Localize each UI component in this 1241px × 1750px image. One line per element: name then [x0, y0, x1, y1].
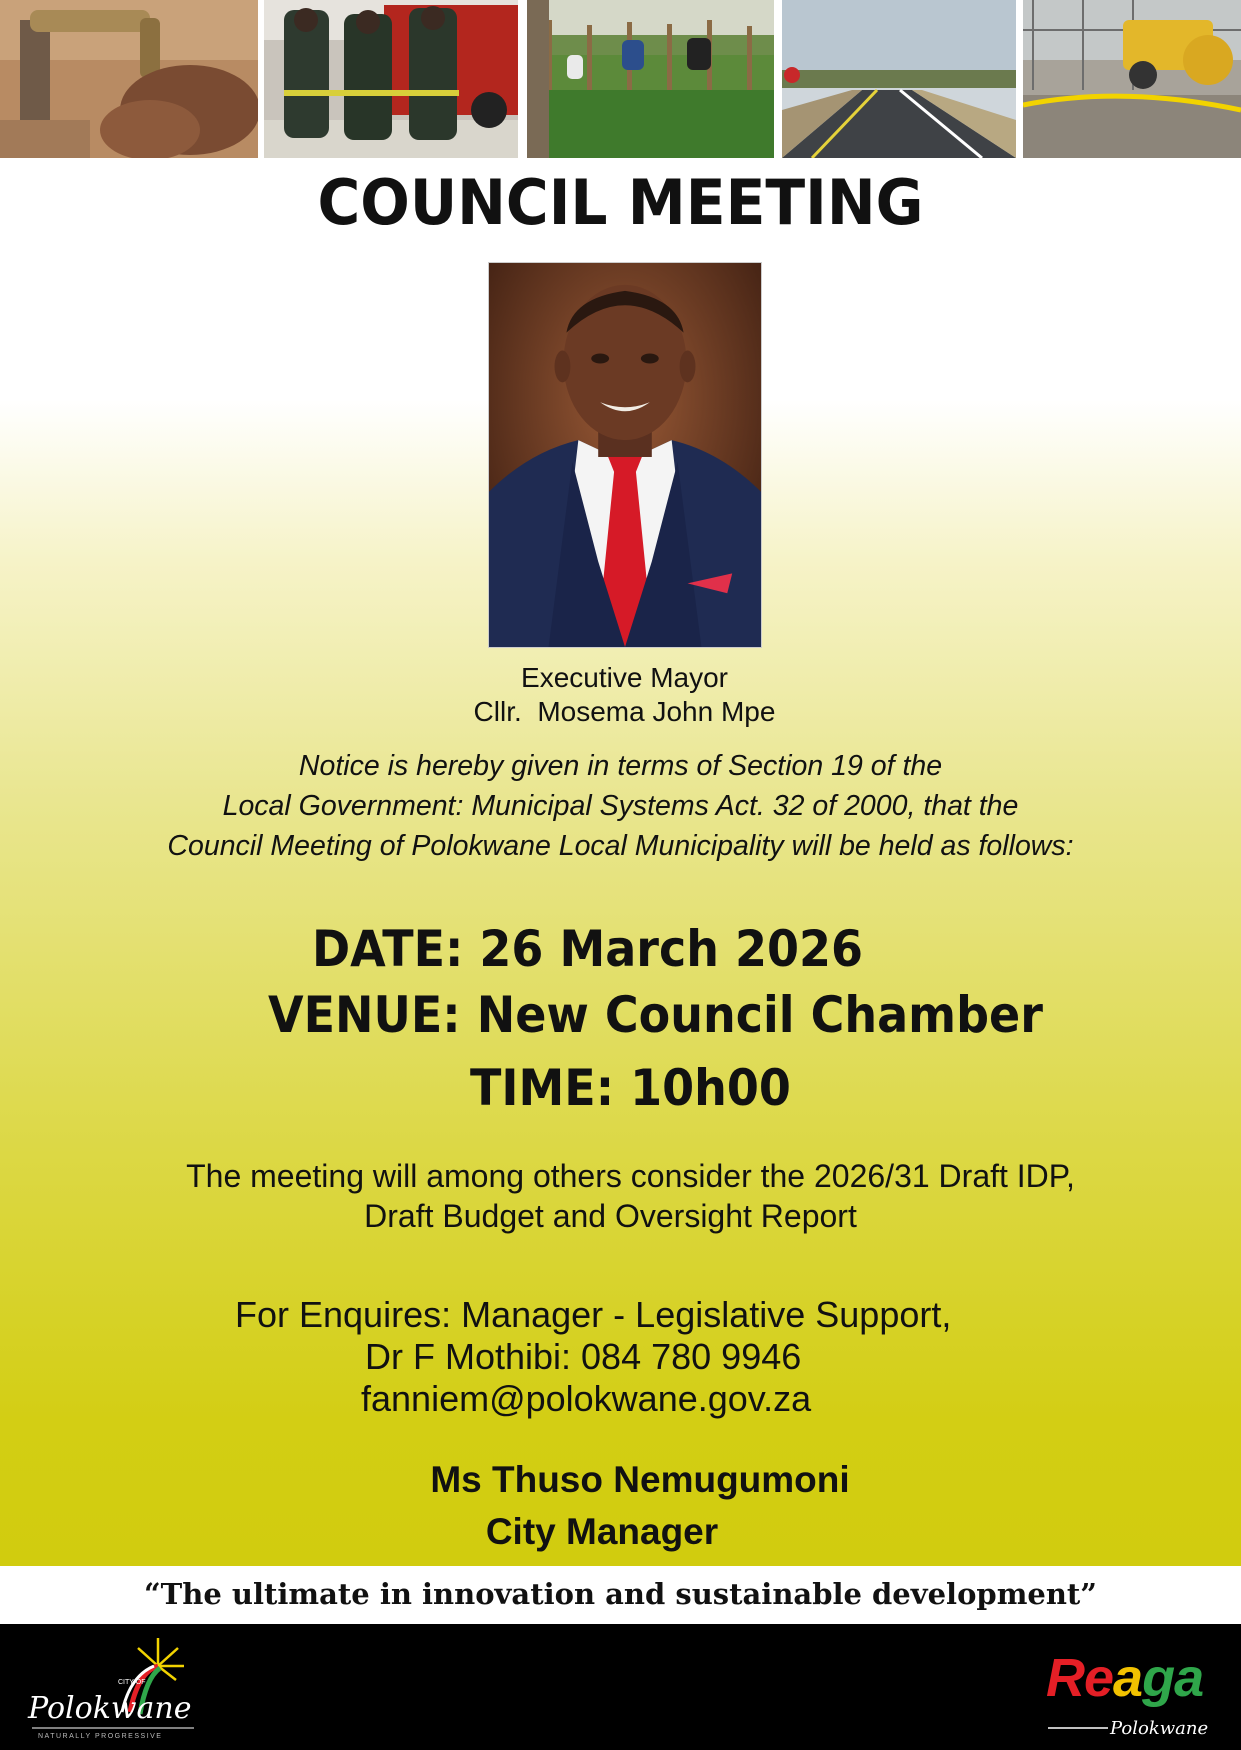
reaga-polokwane-logo — [1046, 1648, 1203, 1708]
meeting-venue: VENUE: New Council Chamber — [268, 986, 1043, 1044]
reaga-letter-g: g — [1142, 1648, 1175, 1708]
svg-text:CITY OF: CITY OF — [118, 1679, 146, 1686]
enquiries-email[interactable]: fanniem@polokwane.gov.za — [361, 1378, 812, 1419]
road-photo — [782, 0, 1016, 158]
meeting-date: DATE: 26 March 2026 — [312, 920, 864, 978]
reaga-subtitle — [1038, 1708, 1228, 1744]
signatory-name: Ms Thuso Nemugumoni — [430, 1459, 850, 1500]
enquiries-contact: Dr F Mothibi: 084 780 9946 — [365, 1336, 802, 1377]
reaga-letter-a1: a — [1113, 1648, 1143, 1708]
mayor-portrait — [488, 262, 762, 648]
page-title: COUNCIL MEETING — [317, 166, 924, 239]
construction-roller-photo — [1023, 0, 1241, 158]
slogan: “The ultimate in innovation and sustainable development” — [144, 1577, 1097, 1611]
agenda-line-2: Draft Budget and Oversight Report — [364, 1198, 857, 1234]
photo-strip — [0, 0, 1241, 158]
reaga-letter-r: R — [1046, 1648, 1084, 1708]
water-tap-hands-photo — [0, 0, 258, 158]
svg-text:Polokwane: Polokwane — [1110, 1718, 1209, 1739]
meeting-time: TIME: 10h00 — [470, 1059, 791, 1117]
signatory-title: City Manager — [485, 1511, 719, 1552]
notice-line-3: Council Meeting of Polokwane Local Municipality will be held as follows: — [167, 830, 1074, 862]
svg-text:NATURALLY PROGRESSIVE: NATURALLY PROGRESSIVE — [38, 1733, 163, 1740]
notice-line-1: Notice is hereby given in terms of Section 19 of the — [298, 750, 943, 782]
agenda-line-1: The meeting will among others consider the 2026/31 Draft IDP, — [186, 1158, 1075, 1194]
reaga-letter-a2: a — [1174, 1648, 1204, 1708]
polokwane-city-logo — [18, 1632, 198, 1744]
notice-line-2: Local Government: Municipal Systems Act. 32 of 2000, that the — [222, 790, 1019, 822]
firefighters-photo — [264, 0, 518, 158]
reaga-letter-e: e — [1084, 1648, 1114, 1708]
enquiries-line-1: For Enquires: Manager - Legislative Support, — [235, 1294, 952, 1335]
mayor-name: Cllr. Mosema John Mpe — [473, 696, 776, 727]
farm-workers-photo — [527, 0, 774, 158]
mayor-role: Executive Mayor — [521, 662, 728, 693]
svg-text:Polokwane: Polokwane — [28, 1691, 192, 1726]
